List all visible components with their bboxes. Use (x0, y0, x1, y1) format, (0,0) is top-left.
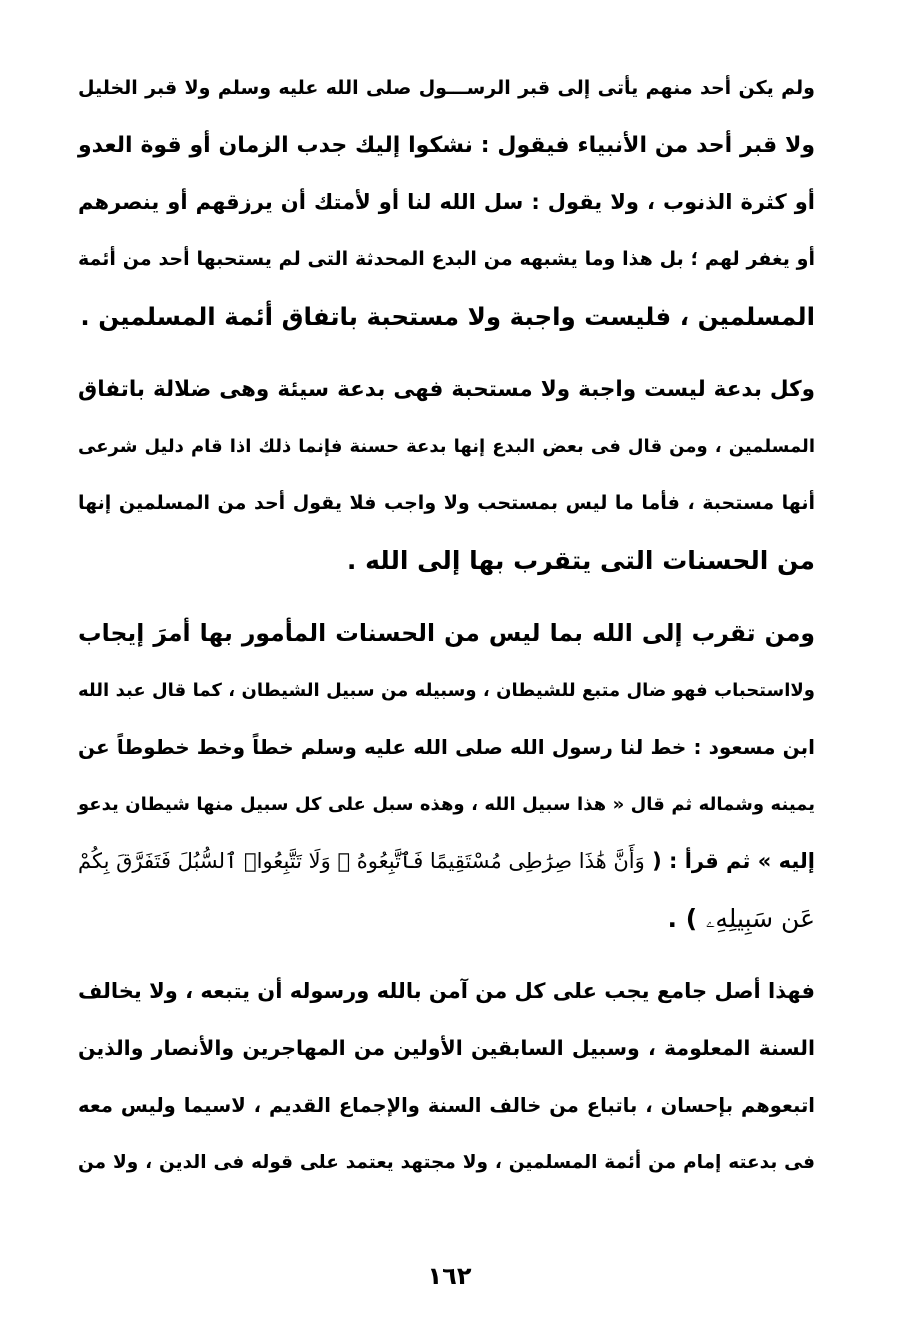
text-line: ولم يكن أحد منهم يأتى إلى قبر الرســـول صلى الله عليه وسلم ولا قبر الخليل (78, 77, 815, 99)
paragraph-3 (78, 605, 815, 947)
text-line: ولا قبر أحد من الأنبياء فيقول : نشكوا إليك جدب الزمان أو قوة العدو (78, 133, 815, 158)
text-line: فهذا أصل جامع يجب على كل من آمن بالله ورسوله أن يتبعه ، ولا يخالف (77, 979, 815, 1003)
text-line: ابن مسعود : خط لنا رسول الله صلى الله عليه وسلم خطاً وخط خطوطاً عن (78, 735, 815, 759)
quote-close: ) . (667, 904, 706, 933)
text-line: ولااستحباب فهو ضال متبع للشيطان ، وسبيله من سبيل الشيطان ، كما قال عبد الله (78, 680, 815, 701)
paragraph-gap (78, 947, 815, 963)
paragraph-4 (78, 963, 815, 1191)
quran-verse: وَأَنَّ هَٰذَا صِرَٰطِى مُسْتَقِيمًا فَٱتَّبِعُوهُ ۖ وَلَا تَتَّبِعُوا۟ ٱلسُّبُلَ فَتَفَرَّقَ بِكُمْ (78, 849, 645, 873)
paragraph-1 (78, 60, 815, 345)
text-line: المسلمين ، فليست واجبة ولا مستحبة باتفاق أئمة المسلمين . (80, 302, 815, 331)
quran-quote-end-line (78, 890, 815, 947)
page-number: ١٦٢ (427, 1262, 472, 1290)
text-line: أنها مستحبة ، فأما ما ليس بمستحب ولا واجب فلا يقول أحد من المسلمين إنها (78, 492, 815, 514)
quran-verse-end: عَن سَبِيلِهِۦ (705, 904, 815, 933)
text-line: اتبعوهم بإحسان ، باتباع من خالف السنة والإجماع القديم ، لاسيما وليس معه (78, 1094, 815, 1117)
text-line: ومن تقرب إلى الله بما ليس من الحسنات المأمور بها أمرَ إيجاب (78, 619, 815, 647)
text-line: المسلمين ، ومن قال فى بعض البدع إنها بدعة حسنة فإنما ذلك اذا قام دليل شرعى (78, 436, 815, 457)
text-line: السنة المعلومة ، وسبيل السابقين الأولين من المهاجرين والأنصار والذين (78, 1036, 815, 1060)
quote-intro: إليه » ثم قرأ : ( (644, 849, 816, 873)
paragraph-gap (78, 589, 815, 605)
text-line: وكل بدعة ليست واجبة ولا مستحبة فهى بدعة سيئة وهى ضلالة باتفاق (78, 377, 815, 402)
page-text (78, 60, 815, 1191)
quran-quote-line (78, 833, 815, 890)
text-line: فى بدعته إمام من أئمة المسلمين ، ولا مجتهد يعتمد على قوله فى الدين ، ولا من (78, 1152, 815, 1173)
text-line: يمينه وشماله ثم قال « هذا سبيل الله ، وهذه سبل على كل سبيل منها شيطان يدعو (78, 794, 815, 815)
text-line: من الحسنات التى يتقرب بها إلى الله . (346, 546, 815, 575)
text-line: أو كثرة الذنوب ، ولا يقول : سل الله لنا أو لأمتك أن يرزقهم أو ينصرهم (78, 190, 815, 214)
paragraph-gap (78, 345, 815, 361)
text-line: أو يغفر لهم ؛ بل هذا وما يشبهه من البدع المحدثة التى لم يستحبها أحد من أئمة (78, 248, 815, 270)
paragraph-2 (78, 361, 815, 589)
